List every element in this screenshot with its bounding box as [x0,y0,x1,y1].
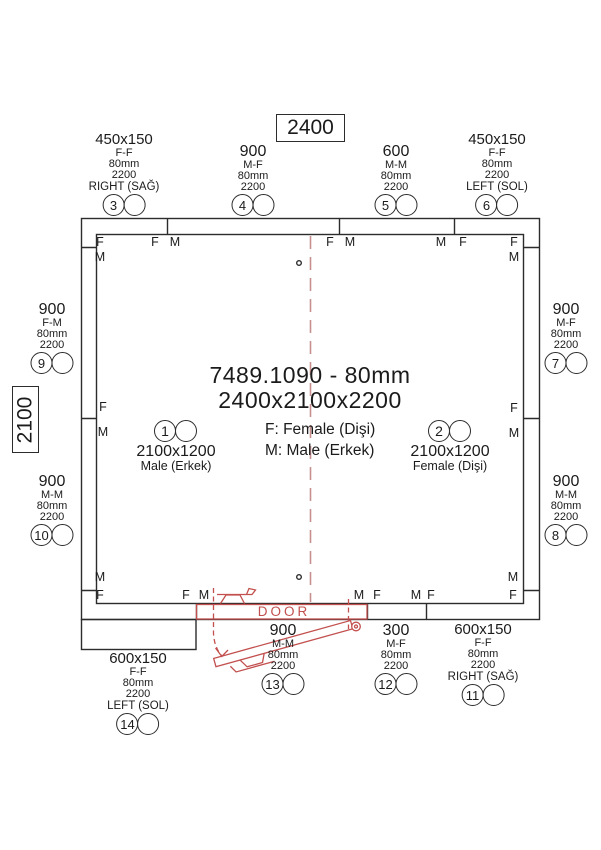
panel-joint-letter: F [510,401,518,415]
panel-spec-line: 2200 [125,688,151,700]
panel-joint-letter: F [99,400,107,414]
panel-spec-line: 450x150 [95,131,153,148]
bottom-wall-panel-dividers [197,604,427,620]
panel-spec-line: F-F [474,637,492,649]
floor-panel-label-1 [154,420,197,442]
panel-blank-badge [175,420,197,442]
wall-panel-label-7 [545,301,588,374]
panel-blank-badge [483,684,505,706]
panel-blank-badge [138,713,160,735]
wall-panel-label-9 [31,301,74,374]
door-label: DOOR [257,604,311,619]
panel-spec-line: 2200 [553,339,579,351]
drawing-size-title: 2400x2100x2200 [218,387,402,413]
panel-spec-line: M-M [272,638,294,650]
depth-dimension-value: 2100 [13,396,37,443]
panel-spec-line: 450x150 [468,131,526,148]
panel-number-badge: 8 [545,524,567,546]
panel-number-badge: 6 [476,194,498,216]
wall-panel-label-6 [466,131,528,216]
panel-spec-line: 80mm [237,170,269,182]
door-swing-path [214,588,223,656]
panel-spec-line: 80mm [36,328,68,340]
panel-joint-letter: F [510,235,518,249]
drawing-code-title: 7489.1090 - 80mm [209,362,411,388]
panel-blank-badge [566,352,588,374]
panel-blank-badge [497,194,519,216]
panel-spec-line: LEFT (SOL) [107,700,169,712]
panel-spec-line: 80mm [481,158,513,170]
panel-number-badge: 11 [462,684,484,706]
legend-female: F: Female (Dişi) [265,421,376,438]
panel-number-badge: 10 [31,524,53,546]
panel-spec-line: 900 [552,473,580,490]
wall-panel-label-5 [375,143,418,216]
wall-panel-label-11 [448,621,519,706]
panel-blank-badge [396,673,418,695]
panel-spec-line: 900 [552,301,580,318]
panel-joint-letter: M [198,588,210,602]
panel-spec-line: 2200 [484,169,510,181]
panel-joint-letter: M [94,250,106,264]
door-hinge [352,622,361,631]
panel-spec-line: 2200 [240,181,266,193]
panel-number-badge: 2 [428,420,450,442]
width-dimension-box [276,114,345,142]
panel-spec-line: 80mm [380,170,412,182]
panel-number-badge: 1 [154,420,176,442]
panel-spec-line: 900 [38,301,66,318]
panel-spec-line: M-F [243,159,263,171]
floor-panel-1-size: 2100x1200 [136,443,216,460]
top-wall-panel-dividers [168,219,455,235]
panel-spec-line: F-M [42,317,62,329]
panel-spec-line: 80mm [550,500,582,512]
depth-dimension-box [12,386,39,453]
panel-number-badge: 13 [262,673,284,695]
panel-spec-line: RIGHT (SAĞ) [88,181,160,193]
panel-joint-letter: F [373,588,381,602]
panel-joint-letter: F [509,588,517,602]
left-wall-panel-dividers [82,248,97,591]
door-handle-closed [217,589,256,604]
panel-spec-line: 2200 [111,169,137,181]
panel-spec-line: 80mm [467,648,499,660]
panel-joint-letter: M [169,235,181,249]
panel-spec-line: 900 [239,143,267,160]
panel-blank-badge [253,194,275,216]
panel-blank-badge [283,673,305,695]
panel-joint-letter: F [96,235,104,249]
panel-spec-line: 80mm [122,677,154,689]
panel-blank-badge [566,524,588,546]
panel-joint-letter: F [326,235,334,249]
panel-joint-letter: F [96,588,104,602]
panel-spec-line: LEFT (SOL) [466,181,528,193]
panel-blank-badge [52,524,74,546]
panel-spec-line: M-F [556,317,576,329]
panel-spec-line: 900 [38,473,66,490]
panel-spec-line: 2200 [39,511,65,523]
panel-spec-line: 300 [382,622,410,639]
panel-joint-letter: M [353,588,365,602]
panel-spec-line: 600x150 [454,621,512,638]
panel-number-badge: 3 [103,194,125,216]
panel-spec-line: F-F [488,147,506,159]
panel-spec-line: M-M [555,489,577,501]
panel-spec-line: F-F [115,147,133,159]
panel-number-badge: 5 [375,194,397,216]
wall-panel-label-3 [89,131,160,216]
ceiling-hole-bottom [297,575,302,580]
wall-panel-label-14 [107,650,169,735]
panel-spec-line: 80mm [36,500,68,512]
panel-blank-badge [52,352,74,374]
panel-joint-letter: M [508,250,520,264]
wall-panel-label-8 [545,473,588,546]
wall-panel-label-4 [232,143,275,216]
panel-spec-line: M-F [386,638,406,650]
legend-male: M: Male (Erkek) [265,442,375,459]
panel-number-badge: 9 [31,352,53,374]
panel-spec-line: M-M [41,489,63,501]
ceiling-hole-top [297,261,302,266]
panel-spec-line: 80mm [108,158,140,170]
panel-joint-letter: F [459,235,467,249]
panel-spec-line: 2200 [383,181,409,193]
floor-panel-2-size: 2100x1200 [410,443,490,460]
wall-panel-label-12 [375,622,418,695]
panel-joint-letter: M [507,570,519,584]
panel-number-badge: 4 [232,194,254,216]
floor-panel-1-type: Male (Erkek) [140,459,212,473]
panel-joint-letter: M [435,235,447,249]
panel-number-badge: 7 [545,352,567,374]
floor-panel-label-2 [428,420,471,442]
panel-spec-line: 900 [269,622,297,639]
wall-panel-label-13 [262,622,305,695]
panel-joint-letter: M [410,588,422,602]
width-dimension-value: 2400 [287,116,334,139]
panel-blank-badge [124,194,146,216]
panel-spec-line: 80mm [267,649,299,661]
panel-joint-letter: M [508,426,520,440]
panel-spec-line: 2200 [383,660,409,672]
panel-blank-badge [449,420,471,442]
panel-spec-line: 80mm [380,649,412,661]
panel-number-badge: 14 [117,713,139,735]
panel-spec-line: RIGHT (SAĞ) [447,671,519,683]
panel-spec-line: 2200 [270,660,296,672]
panel-spec-line: 2200 [470,659,496,671]
floor-panel-2-type: Female (Dişi) [412,459,488,473]
panel-spec-line: 600 [382,143,410,160]
panel-spec-line: 2200 [39,339,65,351]
bottom-left-corner-panel [82,620,197,650]
panel-spec-line: 2200 [553,511,579,523]
panel-joint-letter: M [97,425,109,439]
panel-number-badge: 12 [375,673,397,695]
wall-panel-label-10 [31,473,74,546]
panel-joint-letter: F [182,588,190,602]
right-wall-panel-dividers [524,248,540,591]
panel-spec-line: F-F [129,666,147,678]
panel-spec-line: 80mm [550,328,582,340]
panel-spec-line: M-M [385,159,407,171]
panel-joint-letter: F [427,588,435,602]
panel-spec-line: 600x150 [109,650,167,667]
panel-blank-badge [396,194,418,216]
panel-joint-letter: F [151,235,159,249]
panel-joint-letter: M [344,235,356,249]
panel-joint-letter: M [94,570,106,584]
